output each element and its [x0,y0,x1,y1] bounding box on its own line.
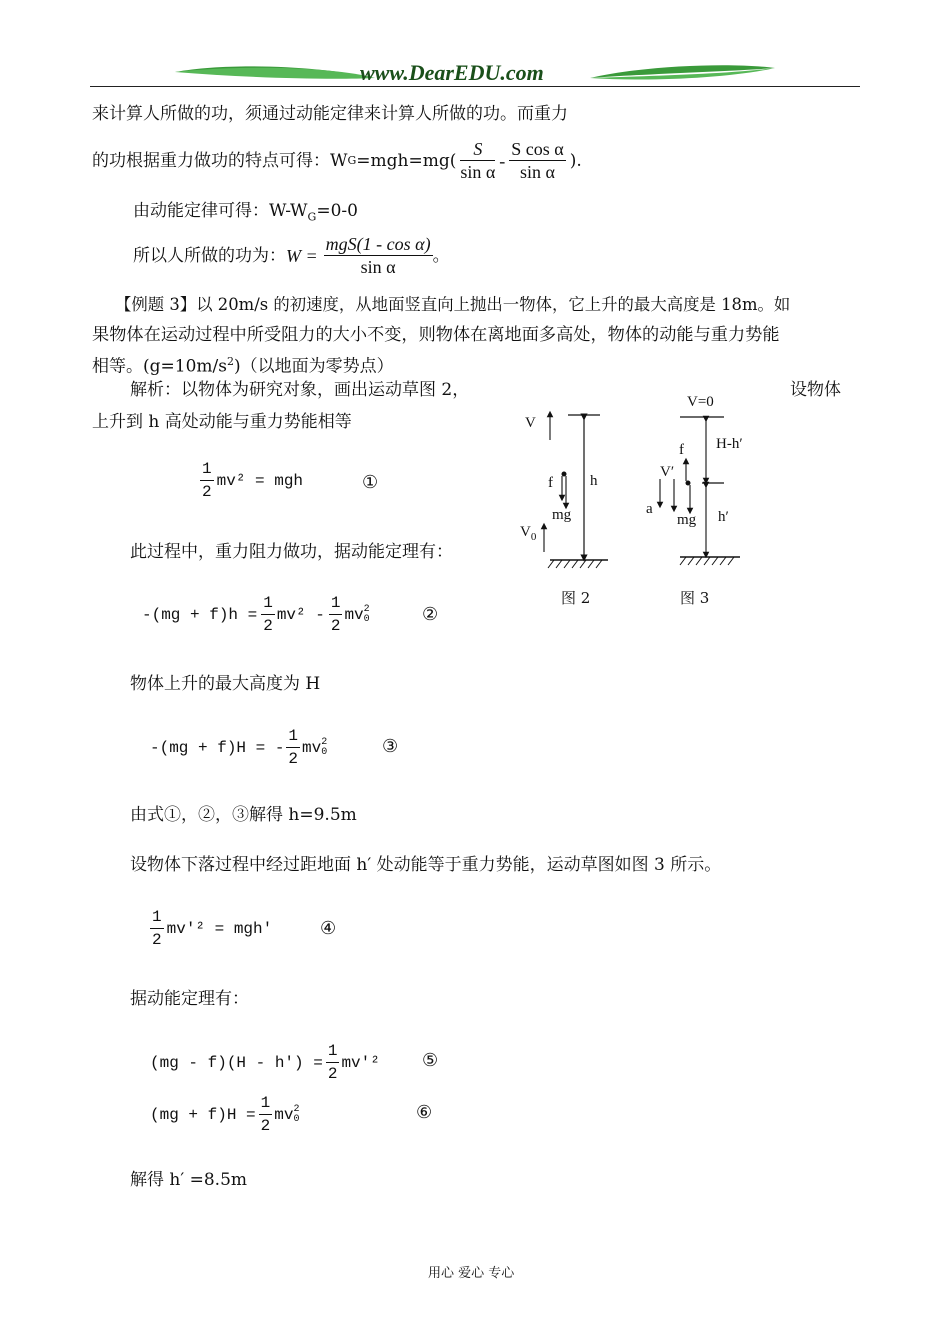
eq3-t-base: mv [302,738,322,757]
eq2-t2-sup: 2 [363,603,370,615]
eq6-t-base: mv [274,1105,294,1124]
paragraph-4 [133,233,450,278]
equation-3 [150,725,327,770]
eq3-num: 1 [286,725,300,748]
fig3-label-hp: h′ [718,509,729,525]
header-rule [90,86,860,87]
fig2-label-v: V [525,415,536,431]
fig3-body-dot [686,481,691,486]
p2-fraction-1 [460,138,495,183]
p3-sub: G [307,210,317,224]
p4-prefix: 所以人所做的功为： [133,245,286,266]
eq2-half-2 [329,592,343,637]
paragraph-2 [92,138,582,183]
solution-line-1-right: 设物体 [790,380,841,400]
p4-frac-num: mgS(1 - cos α) [325,234,431,254]
p2-suffix: ). [569,150,582,171]
fig2-label-f: f [548,475,553,491]
eq3-lhs: -(mg + f)H = - [150,738,285,757]
solution-line-1: 解析：以物体为研究对象，画出运动草图 2， [130,380,470,400]
p3-prefix: 由动能定律可得：W-W [133,201,308,221]
eq3-t [302,738,327,758]
eq4-den: 2 [152,931,162,949]
eq2-lhs: -(mg + f)h = [142,605,258,624]
eq6-den: 2 [260,1117,271,1135]
eq2-den-2: 2 [330,617,341,635]
eq5-rest: mv′² [341,1053,380,1072]
fig2-caption: 图 2 [561,589,591,607]
paragraph-3 [133,199,358,229]
equation-4 [150,906,272,951]
fig3-label-a: a [646,501,653,517]
eq2-t2-sub: 0 [363,613,370,625]
equation-5 [150,1040,380,1085]
p2-prefix: 的功根据重力做功的特点可得：W [92,150,348,171]
fig2-body-dot [562,472,567,477]
ex3-line3-a: 相等。(g=10m/s [92,356,227,377]
eq2-num-2: 1 [329,592,343,615]
eq6-half [259,1092,273,1137]
paragraph-theorem: 据动能定理有： [130,989,249,1009]
eq2-mark: ② [422,604,439,625]
equation-1 [200,458,303,503]
p2-frac2-den: sin α [520,162,555,182]
footer-text: 用心 爱心 专心 [428,1266,515,1281]
eq1-mark: ① [362,472,379,493]
figure-3-diagram [640,405,760,580]
example3-line-1: 【例题 3】以 20m/s 的初速度，从地面竖直向上抛出一物体，它上升的最大高度是 18m。如 [115,295,791,314]
eq3-half [286,725,300,770]
eq5-den: 2 [327,1065,338,1083]
p2-frac1-num: S [460,138,495,161]
fig2-label-h: h [590,473,598,489]
fig2-label-v0 [520,524,536,543]
eq2-t2-base: mv [344,605,364,624]
eq3-sup: 2 [321,736,328,748]
equation-2 [142,592,370,637]
eq2-num-1: 1 [261,592,275,615]
fig3-caption: 图 3 [680,589,710,607]
eq5-mark: ⑤ [422,1050,439,1071]
eq4-half [150,906,164,951]
eq3-mark: ③ [382,736,399,757]
p3-suffix: =0-0 [316,201,358,221]
logo-text: www.DearEDU.com [360,60,544,85]
eq5-num: 1 [326,1040,340,1063]
eq1-den: 2 [202,483,212,501]
eq6-lhs: (mg + f)H = [150,1105,256,1124]
eq4-mark: ④ [320,918,337,939]
p2-mid: =mgh=mg( [356,150,457,171]
paragraph-max-height: 物体上升的最大高度为 H [130,674,321,694]
paragraph-1: 来计算人所做的功，须通过动能定律来计算人所做的功。而重力 [92,104,568,124]
eq6-t [274,1105,299,1125]
p4-end: 。 [432,245,450,266]
fig3-label-mg: mg [677,512,697,528]
p4-lhs: W = [286,245,318,266]
equation-6 [150,1092,299,1137]
paragraph-result: 解得 h′ =8.5m [130,1170,248,1190]
p4-fraction [324,233,433,278]
example3-line-2: 果物体在运动过程中所受阻力的大小不变，则物体在离地面多高处，物体的动能与重力势能 [92,325,780,345]
eq3-sub: 0 [321,746,328,758]
eq1-rest: mv² = mgh [216,471,304,490]
eq6-sub: 0 [293,1113,300,1125]
eq1-num: 1 [200,458,214,481]
p2-sub: G [347,153,357,167]
fig2-v0-base: V [520,524,531,540]
eq1-half [200,458,214,503]
eq3-den: 2 [288,750,299,768]
p2-frac2-num: S cos α [511,139,564,159]
p2-fraction-2 [509,138,565,183]
eq6-num: 1 [259,1092,273,1115]
eq2-t2 [344,605,369,625]
fig3-label-hh: H-h′ [716,436,743,452]
eq5-half [326,1040,340,1085]
p2-minus: - [499,150,506,171]
p2-frac1-den: sin α [460,162,496,182]
eq6-mark: ⑥ [416,1102,433,1123]
eq4-rest: mv′² = mgh′ [166,919,273,938]
solution-line-2: 上升到 h 高处动能与重力势能相等 [92,412,352,432]
fig2-label-mg: mg [552,507,572,523]
eq6-sup: 2 [293,1103,300,1115]
fig2-ground-hatch [548,560,602,568]
fig3-label-f: f [679,442,684,458]
fig2-v0-sub: 0 [530,531,537,543]
ex3-line3-sup: 2 [226,355,234,368]
fig3-label-vp: V′ [660,464,675,480]
eq2-t1: mv² - [276,605,325,624]
paragraph-solve: 由式①，②，③解得 h=9.5m [130,805,357,825]
paragraph-fall: 设物体下落过程中经过距地面 h′ 处动能等于重力势能，运动草图如图 3 所示。 [130,855,722,875]
p4-frac-den: sin α [360,257,396,277]
ex3-line3-b: )（以地面为零势点） [233,356,394,377]
example3-line-3 [92,350,394,379]
eq5-lhs: (mg - f)(H - h′) = [150,1053,323,1072]
paragraph-process: 此过程中，重力阻力做功，据动能定理有： [130,542,453,562]
fig3-label-v0: V=0 [687,394,714,410]
fig3-ground-hatch [680,557,734,565]
eq2-den-1: 2 [263,617,273,635]
eq2-half-1 [261,592,275,637]
eq4-num: 1 [150,906,164,929]
